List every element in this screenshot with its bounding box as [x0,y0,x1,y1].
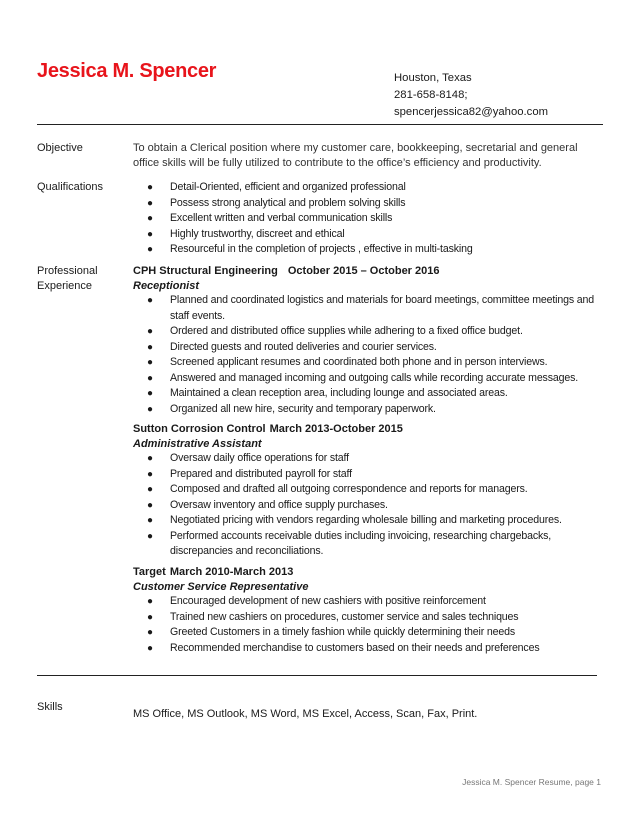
list-item: ● Resourceful in the completion of projects , effective in multi-tasking [133,242,603,258]
bullet-icon: ● [147,295,153,306]
list-item: ● Prepared and distributed payroll for staff [133,467,603,483]
bullet-icon: ● [147,484,153,495]
bullet-icon: ● [147,403,153,415]
job-heading [133,565,603,580]
list-item: ● Detail-Oriented, efficient and organized professional [133,180,603,196]
bullet-icon: ● [147,341,153,353]
job-title: Customer Service Representative [133,580,309,593]
job-company: CPH Structural Engineering [133,265,278,277]
list-item: ● Maintained a clean reception area, including lounge and associated areas. [133,386,603,402]
list-item: ● Oversaw inventory and office supply purchases. [133,498,603,514]
list-item: ● Performed accounts receivable duties including invoicing, researching chargebacks, discrepancies and reconciliations. [147,529,552,557]
job-dates: October 2015 – October 2016 [287,265,440,277]
bullet-icon: ● [147,372,153,384]
list-item: ● Composed and drafted all outgoing correspondence and reports for managers. [133,482,603,498]
bullet-icon: ● [147,197,153,209]
contact-location: Houston, Texas [394,72,472,84]
bullet-icon: ● [147,611,153,623]
contact-block [394,70,548,121]
contact-phone: 281-658-8148; [394,89,468,101]
bullet-icon: ● [147,388,153,399]
job-heading [133,422,603,437]
job-entry-target [133,565,603,656]
bullet-icon: ● [147,182,153,193]
job-company: Target [133,566,166,578]
bullet-icon: ● [147,326,153,337]
bullet-icon: ● [147,499,153,511]
list-item: ● Ordered and distributed office supplies while adhering to a fixed office budget. [133,324,603,340]
qualifications-list [133,180,603,258]
list-item: ● Greeted Customers in a timely fashion while quickly determining their needs [133,625,603,641]
job-entry-cph [133,264,603,417]
list-item: ● Recommended merchandise to customers based on their needs and preferences [133,641,603,657]
bullet-icon: ● [147,357,153,368]
skills-text: MS Office, MS Outlook, MS Word, MS Excel, Access, Scan, Fax, Print. [133,708,478,720]
section-label-qualifications: Qualifications [37,181,104,193]
job-heading [133,264,603,279]
section-label-professional-experience: Professional Experience [37,265,98,292]
list-item: ● Encouraged development of new cashiers with positive reinforcement [133,594,603,610]
list-item: ● Possess strong analytical and problem solving skills [133,196,603,212]
bullet-icon: ● [147,642,153,654]
list-item: ● Oversaw daily office operations for staff [133,451,603,467]
bullet-icon: ● [147,228,153,240]
list-item: ● Excellent written and verbal communication skills [133,211,603,227]
job-dates: March 2010-March 2013 [169,566,294,578]
page-footer: Jessica M. Spencer Resume, page 1 [462,777,601,787]
section-label-objective: Objective [37,142,83,154]
list-item: ● Planned and coordinated logistics and materials for board meetings, committee meetings and staff events. [147,294,595,322]
bullet-icon: ● [147,596,153,607]
job-dates: March 2013-October 2015 [269,423,403,435]
objective-text: To obtain a Clerical position where my customer care, bookkeeping, secretarial and general office skills will be fully utilized to contribute to the office’s efficiency and productivity. [133,142,578,169]
candidate-name: Jessica M. Spencer [37,60,217,82]
list-item: ● Screened applicant resumes and coordinated both phone and in person interviews. [133,355,603,371]
bullet-icon: ● [147,453,153,464]
bullet-icon: ● [147,515,153,526]
list-item: ● Negotiated pricing with vendors regarding wholesale billing and marketing procedures. [133,513,603,529]
bullet-icon: ● [147,244,153,255]
list-item: ● Answered and managed incoming and outgoing calls while recording accurate messages. [133,371,603,387]
job-company: Sutton Corrosion Control [133,423,266,435]
job-duties-list [133,594,603,656]
list-item: ● Highly trustworthy, discreet and ethical [133,227,603,243]
section-label-skills: Skills [37,701,63,713]
list-item: ● Trained new cashiers on procedures, customer service and sales techniques [133,610,603,626]
skills-divider [37,675,597,676]
job-title: Administrative Assistant [133,437,262,450]
bullet-icon: ● [147,627,153,638]
bullet-icon: ● [147,213,153,224]
bullet-icon: ● [147,468,153,480]
job-duties-list [133,451,603,560]
job-duties-list [133,293,603,417]
bullet-icon: ● [147,530,153,542]
job-title: Receptionist [133,279,200,292]
header-divider [37,124,603,125]
job-entry-sutton [133,422,603,560]
list-item: ● Organized all new hire, security and temporary paperwork. [133,402,603,418]
contact-email: spencerjessica82@yahoo.com [394,106,549,118]
list-item: ● Directed guests and routed deliveries and courier services. [133,340,603,356]
